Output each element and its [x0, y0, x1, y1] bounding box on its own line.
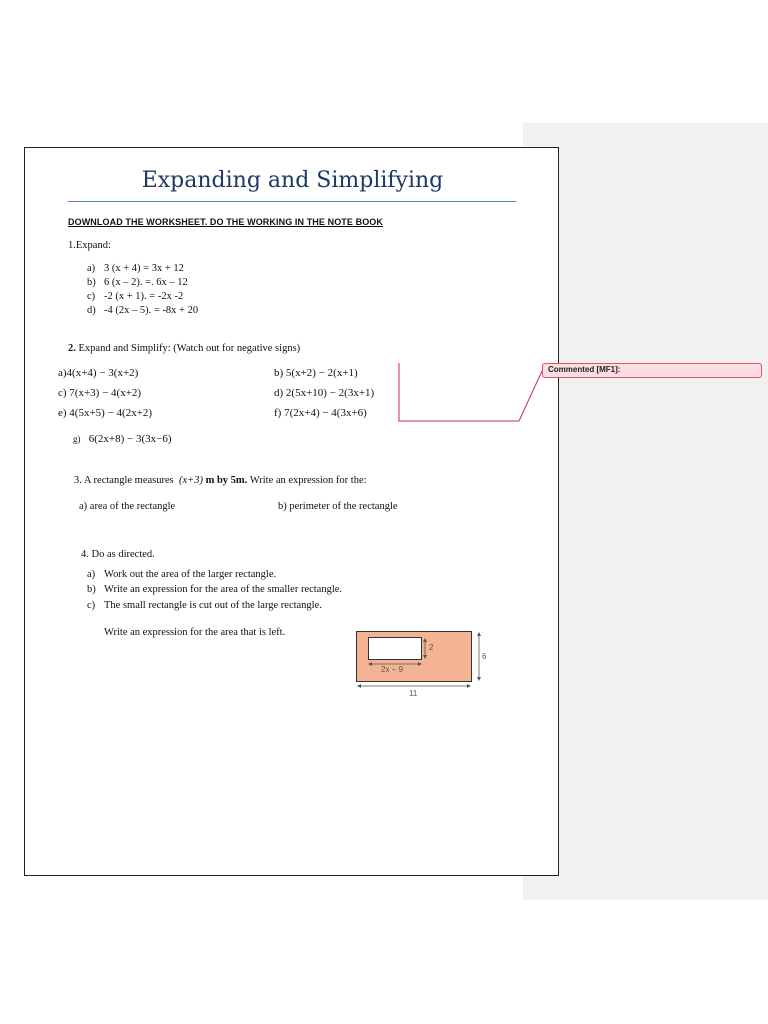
q3-measure: (x+3) — [178, 475, 203, 486]
page-title: Expanding and Simplifying — [141, 168, 444, 193]
comment-balloon[interactable] — [542, 363, 762, 378]
q4-followup: Write an expression for the area that is left. — [104, 627, 286, 638]
q3-suffix: Write an expression for the: — [249, 475, 367, 486]
inner-height-label: 2 — [429, 643, 434, 652]
q1-item-label: c) — [87, 291, 96, 302]
q1-item-text: -4 (2x – 5). = -8x + 20 — [104, 305, 199, 316]
q1-item-text: 6 (x – 2). =. 6x – 12 — [104, 277, 188, 288]
q2-item-label: e) — [58, 407, 67, 419]
q2-item-g — [73, 433, 172, 445]
q1-item-label: d) — [87, 305, 96, 316]
outer-height-label: 6 — [482, 652, 487, 661]
q2-item-d — [274, 387, 374, 399]
q2-item-expr: 5(x+2) − 2(x+1) — [285, 367, 358, 379]
q1-item-c — [87, 291, 183, 302]
q2-number: 2. — [68, 343, 76, 354]
instruction-text: DOWNLOAD THE WORKSHEET. DO THE WORKING IN THE NOTE BOOK — [68, 217, 383, 227]
q4-item-a — [87, 569, 276, 580]
inner-width-label: 2x − 9 — [381, 665, 404, 674]
q2-item-f — [274, 407, 367, 419]
q4-item-label: c) — [87, 600, 96, 611]
q2-item-expr: 4(5x+5) − 4(2x+2) — [69, 407, 153, 419]
q2-item-label: a) — [58, 367, 67, 379]
q4-item-b — [87, 584, 342, 595]
q2-heading-text: Expand and Simplify: (Watch out for negative signs) — [78, 343, 301, 354]
document-page — [24, 147, 559, 876]
q3-prompt — [74, 475, 367, 486]
q2-heading — [68, 343, 300, 354]
q4-item-c — [87, 600, 322, 611]
outer-width-label: 11 — [409, 689, 418, 698]
small-rectangle — [368, 637, 422, 660]
q1-item-d — [87, 305, 198, 316]
q3-part-b: b) perimeter of the rectangle — [278, 501, 398, 512]
q2-item-label: g) — [73, 434, 81, 444]
q2-item-a — [58, 367, 138, 379]
q2-item-expr: 4(x+4) − 3(x+2) — [66, 367, 139, 379]
q4-item-text: Write an expression for the area of the smaller rectangle. — [104, 584, 343, 595]
q3-part-a: a) area of the rectangle — [79, 501, 176, 512]
q4-item-text: Work out the area of the larger rectangle. — [104, 569, 277, 580]
comment-pane — [523, 123, 768, 900]
q2-item-label: f) — [274, 407, 282, 419]
q3-bold: m by 5m. — [205, 475, 248, 486]
q4-item-label: b) — [87, 584, 96, 595]
comment-label: Commented [MF1]: — [548, 365, 621, 374]
q2-item-expr: 7(x+3) − 4(x+2) — [69, 387, 142, 399]
q4-item-text: The small rectangle is cut out of the large rectangle. — [104, 600, 322, 611]
q2-item-b — [274, 367, 358, 379]
q2-item-e — [58, 407, 152, 419]
q2-item-expr: 6(2x+8) − 3(3x−6) — [88, 433, 172, 445]
q2-item-c — [58, 387, 141, 399]
q1-item-a — [87, 263, 184, 274]
q3-prefix: 3. A rectangle measures — [74, 475, 174, 486]
q2-item-label: c) — [58, 387, 67, 399]
q2-item-expr: 2(5x+10) − 2(3x+1) — [285, 387, 375, 399]
q4-heading: 4. Do as directed. — [81, 549, 155, 560]
q1-item-label: b) — [87, 277, 96, 288]
q2-item-label: b) — [274, 367, 284, 379]
q1-item-text: -2 (x + 1). = -2x -2 — [104, 291, 184, 302]
q1-heading: 1.Expand: — [68, 240, 111, 251]
q4-item-label: a) — [87, 569, 96, 580]
q1-item-b — [87, 277, 188, 288]
q2-item-label: d) — [274, 387, 284, 399]
q1-item-label: a) — [87, 263, 96, 274]
q2-item-expr: 7(2x+4) − 4(3x+6) — [284, 407, 367, 419]
title-underline — [68, 201, 516, 202]
q1-item-text: 3 (x + 4) = 3x + 12 — [104, 263, 184, 274]
